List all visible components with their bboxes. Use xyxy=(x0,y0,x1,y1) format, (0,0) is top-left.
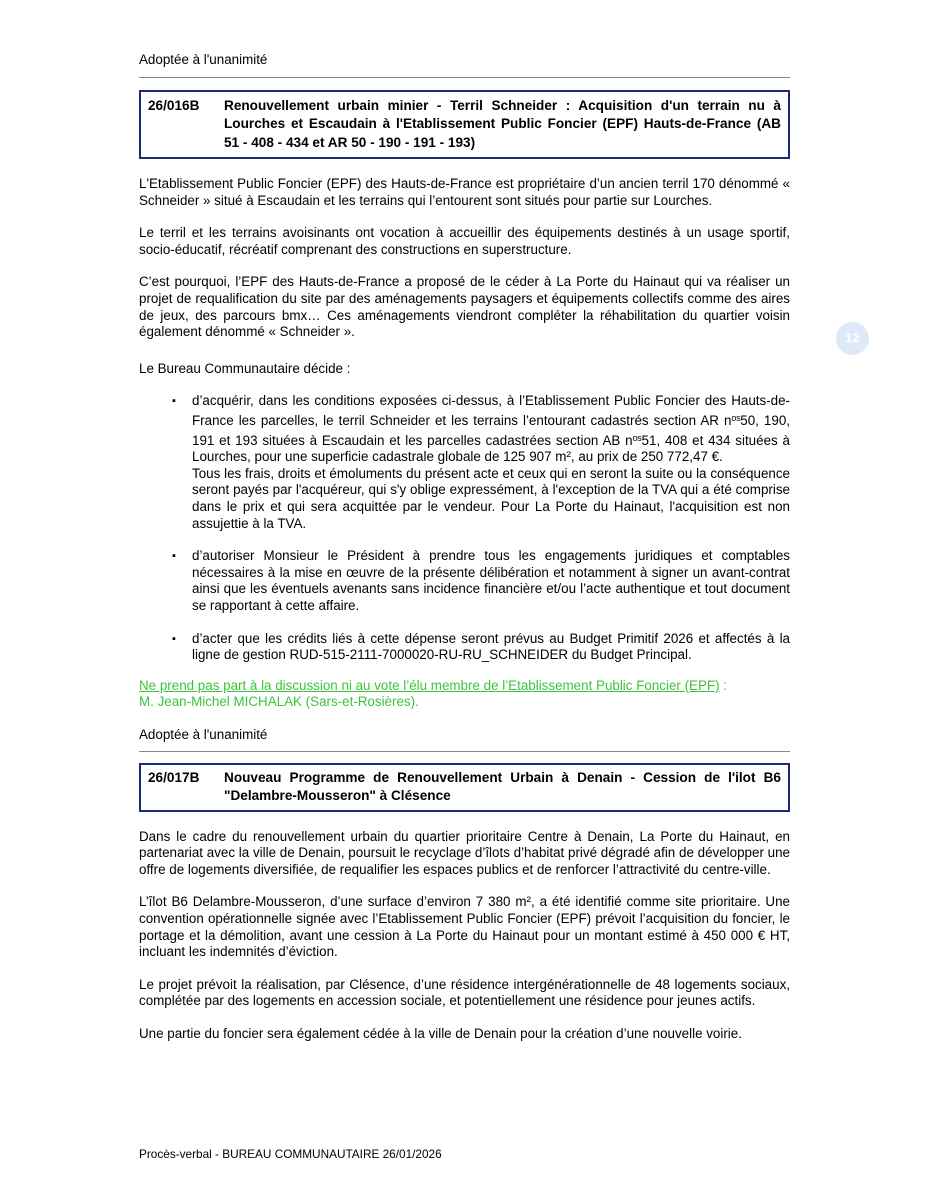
decision-intro: Le Bureau Communautaire décide : xyxy=(139,360,351,376)
paragraph: Le projet prévoit la réalisation, par Clésence, d’une résidence intergénérationnelle de 48 logements sociaux, complétée par des logements en accession sociale, et potentiellement une résidence pour jeunes actifs. xyxy=(139,976,790,1009)
abstention-colon: : xyxy=(719,677,727,693)
bullet-paragraph xyxy=(192,393,790,465)
bullet-item-acquisition xyxy=(166,393,790,532)
bullet-text: d’autoriser Monsieur le Président à prendre tous les engagements juridiques et comptables nécessaires à la mise en œuvre de la présente délibération et notamment à signer un avant-contrat ainsi que les éventuels avenants sans incidence financière et/ou l’acte authentique et tout document se rapportant à cette affaire. xyxy=(192,548,790,613)
bullet-item-authorization xyxy=(166,548,790,614)
paragraph: C’est pourquoi, l’EPF des Hauts-de-France a proposé de le céder à La Porte du Hainaut qui va réaliser un projet de requalification du site par des aménagements paysagers et équipements collectifs comme des aires de jeux, des parcours bmx… Ces aménagements viendront compléter la réhabilitation du quartier voisin également dénommé « Schneider ». xyxy=(139,274,790,340)
abstention-line-2: M. Jean-Michel MICHALAK (Sars-et-Rosières). xyxy=(139,694,419,710)
bullet-item-budget xyxy=(166,631,790,664)
bullet-text-segment: 51, 408 et 434 situées à Lourches, pour une superficie cadastrale globale de 125 907 m², au prix de 250 772,47 €. xyxy=(192,432,790,465)
adoption-note-top: Adoptée à l'unanimité xyxy=(139,52,268,67)
paragraph: Dans le cadre du renouvellement urbain du quartier prioritaire Centre à Denain, La Porte du Hainaut, en partenariat avec la ville de Denain, poursuit le recyclage d’îlots d’habitat privé dégradé afin de développer une offre de logements diversifiée, de requalifier les espaces publics et de renforcer l’attractivité du centre-ville. xyxy=(139,828,790,877)
bullet-continuation: Tous les frais, droits et émoluments du présent acte et ceux qui en seront la suite ou la conséquence seront payés par l'acquéreur, qui s'y oblige expressément, à l'exception de la TVA qui a été comprise dans le prix et qui sera acquittée par le vendeur. Pour La Porte du Hainaut, l'acquisition est non assujettie à la TVA. xyxy=(192,465,790,531)
document-footer: Procès-verbal - BUREAU COMMUNAUTAIRE 26/01/2026 xyxy=(139,1147,442,1161)
bullet-text xyxy=(192,393,790,532)
superscript-os: os xyxy=(731,413,741,424)
abstention-line-1 xyxy=(139,678,790,695)
paragraph: Le terril et les terrains avoisinants ont vocation à accueillir des équipements destinés à un usage sportif, socio-éducatif, récréatif comprenant des constructions en superstructure. xyxy=(139,225,790,257)
bullet-text-segment: d’acquérir, dans les conditions exposées ci-dessus, à l’Etablissement Public Foncier des Hauts-de-France les parcelles, le terril Schneider et les terrains l’entourant cadastrés section AR n xyxy=(192,393,790,429)
deliberation-header-26-017B xyxy=(139,763,790,812)
bullet-square-icon: ▪ xyxy=(172,632,176,645)
bullet-square-icon: ▪ xyxy=(172,395,176,408)
deliberation-header-26-016B xyxy=(139,90,790,160)
paragraph: L’îlot B6 Delambre-Mousseron, d’une surface d’environ 7 380 m², a été identifié comme site prioritaire. Une convention opérationnelle signée avec l’Etablissement Public Foncier (EPF) prévoit l’acquisition du foncier, le portage et la démolition, avant une cession à La Porte du Hainaut pour un montant estimé à 450 000 € HT, incluant les indemnités d’éviction. xyxy=(139,894,790,960)
paragraph: L'Etablissement Public Foncier (EPF) des Hauts-de-France est propriétaire d’un ancien terril 170 dénommé « Schneider » situé à Escaudain et les terrains qui l’entourent sont situés pour partie sur Lourches. xyxy=(139,176,790,208)
page-number-badge: 12 xyxy=(836,322,869,355)
adoption-note-bottom: Adoptée à l'unanimité xyxy=(139,726,268,742)
deliberation-title: Renouvellement urbain minier - Terril Schneider : Acquisition d'un terrain nu à Lourches et Escaudain à l'Etablissement Public Foncier (EPF) Hauts-de-France (AB 51 - 408 - 434 et AR 50 - 190 - 191 - 193) xyxy=(224,97,781,150)
bullet-text: d’acter que les crédits liés à cette dépense seront prévus au Budget Primitif 2026 et affectés à la ligne de gestion RUD-515-2111-7000020-RU-RU_SCHNEIDER du Budget Principal. xyxy=(192,630,790,663)
bullet-text-segment: 50, 190, 191 et 193 situées à Escaudain et les parcelles cadastrées section AB n xyxy=(192,413,790,448)
abstention-note xyxy=(139,678,790,711)
document-content xyxy=(139,52,790,1042)
section-divider-top xyxy=(139,77,790,78)
deliberation-title: Nouveau Programme de Renouvellement Urbain à Denain - Cession de l'ilot B6 "Delambre-Mousseron" à Clésence xyxy=(224,769,781,804)
section-divider-bottom xyxy=(139,751,790,752)
abstention-underlined-text: Ne prend pas part à la discussion ni au vote l’élu membre de l’Etablissement Public Foncier (EPF) xyxy=(139,677,720,693)
bullet-square-icon: ▪ xyxy=(172,550,176,563)
paragraph: Une partie du foncier sera également cédée à la ville de Denain pour la création d’une nouvelle voirie. xyxy=(139,1025,742,1041)
superscript-os: os xyxy=(632,432,642,443)
deliberation-number: 26/016B xyxy=(148,97,200,113)
decision-bullet-list xyxy=(139,393,790,663)
deliberation-number: 26/017B xyxy=(148,769,200,785)
